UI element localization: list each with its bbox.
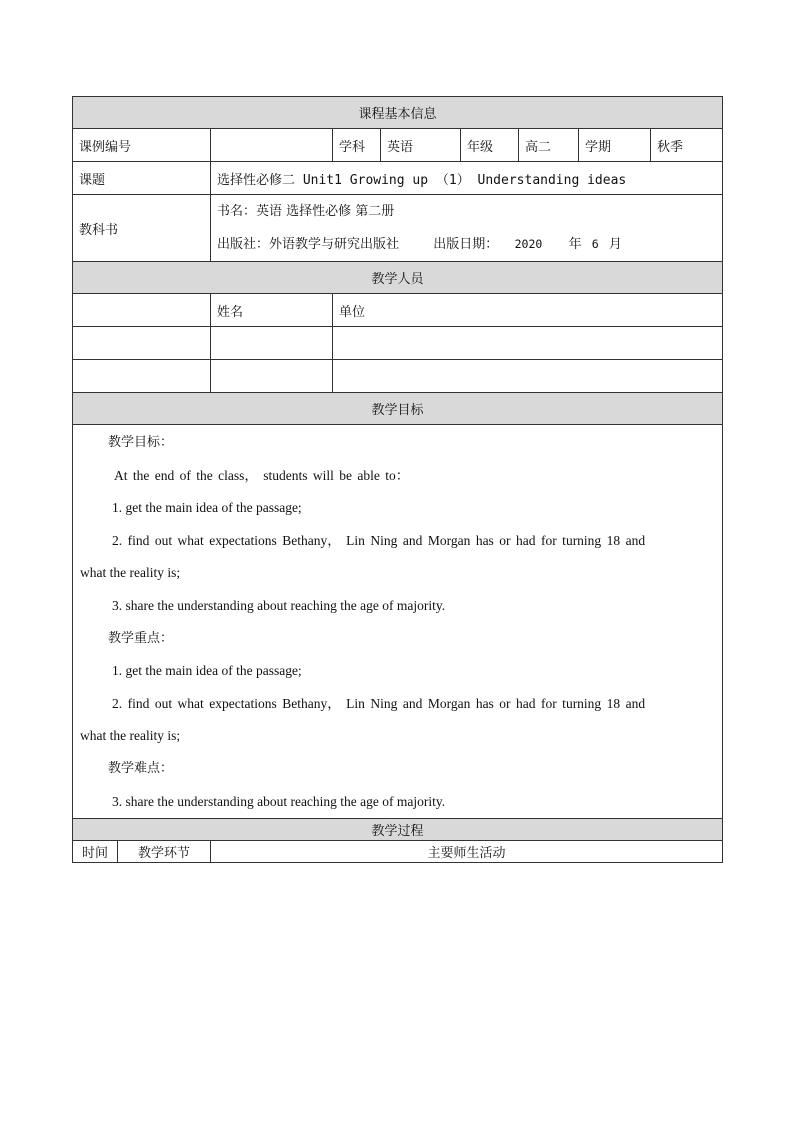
- textbook-label: 教科书: [73, 195, 211, 262]
- objective-1: 1. get the main idea of the passage;: [112, 500, 302, 516]
- lesson-plan-sheet: [72, 96, 722, 863]
- time-header: 时间: [73, 841, 118, 863]
- staff-role-header: [73, 294, 211, 327]
- section-header-teaching-goals: 教学目标: [73, 393, 723, 425]
- key-point-1: 1. get the main idea of the passage;: [112, 663, 302, 679]
- textbook-details: [211, 195, 723, 262]
- objective-2-line-1: 2. find out what expectations Bethany， Lin Ning and Morgan has or had for turning 18 and: [112, 532, 646, 548]
- basic-info-table: [72, 96, 723, 294]
- staff-unit-header: 单位: [333, 294, 723, 327]
- staff-row-1-unit: [333, 327, 723, 360]
- section-header-basic-info: 课程基本信息: [73, 97, 723, 129]
- process-table: [72, 818, 723, 863]
- objective-2-line-2: what the reality is;: [80, 565, 181, 581]
- topic-value: 选择性必修二 Unit1 Growing up （1） Understanding ideas: [211, 162, 723, 195]
- staff-row-2-unit: [333, 360, 723, 393]
- staff-row-1-name: [211, 327, 333, 360]
- book-name: 书名：英语 选择性必修 第二册: [217, 204, 395, 219]
- grade-label: 年级: [461, 129, 519, 162]
- difficult-point-1: 3. share the understanding about reaching the age of majority.: [112, 793, 446, 809]
- staff-table: [72, 293, 723, 819]
- term-value: 秋季: [651, 129, 723, 162]
- teaching-goals-body: [73, 425, 723, 819]
- course-code-value: [211, 129, 333, 162]
- publication-date-label: 出版日期：: [433, 237, 499, 252]
- difficult-points-label: 教学难点：: [108, 760, 174, 776]
- staff-name-header: 姓名: [211, 294, 333, 327]
- key-point-2-line-2: what the reality is;: [80, 728, 181, 744]
- staff-row-1-role: [73, 327, 211, 360]
- staff-row-2-role: [73, 360, 211, 393]
- topic-label: 课题: [73, 162, 211, 195]
- publication-month-unit: 月: [608, 237, 622, 252]
- section-header-teaching-process: 教学过程: [73, 819, 723, 841]
- publisher-line: [217, 228, 716, 261]
- teaching-stage-header: 教学环节: [118, 841, 211, 863]
- staff-row-2-name: [211, 360, 333, 393]
- objective-3: 3. share the understanding about reaching the age of majority.: [112, 597, 446, 613]
- subject-value: 英语: [381, 129, 461, 162]
- course-code-label: 课例编号: [73, 129, 211, 162]
- key-point-2-line-1: 2. find out what expectations Bethany， Lin Ning and Morgan has or had for turning 18 and: [112, 695, 646, 711]
- subject-label: 学科: [333, 129, 381, 162]
- publication-year: 2020: [514, 237, 543, 251]
- section-header-teaching-staff: 教学人员: [73, 262, 723, 294]
- publisher: 出版社：外语教学与研究出版社: [217, 237, 400, 252]
- publication-month: 6: [591, 237, 599, 251]
- objectives-intro: At the end of the class， students will be able to：: [114, 467, 410, 483]
- publication-year-unit: 年: [568, 237, 582, 252]
- main-activities-header: 主要师生活动: [211, 841, 723, 863]
- objectives-label: 教学目标：: [108, 435, 174, 450]
- key-points-label: 教学重点：: [108, 630, 174, 646]
- term-label: 学期: [579, 129, 651, 162]
- grade-value: 高二: [519, 129, 579, 162]
